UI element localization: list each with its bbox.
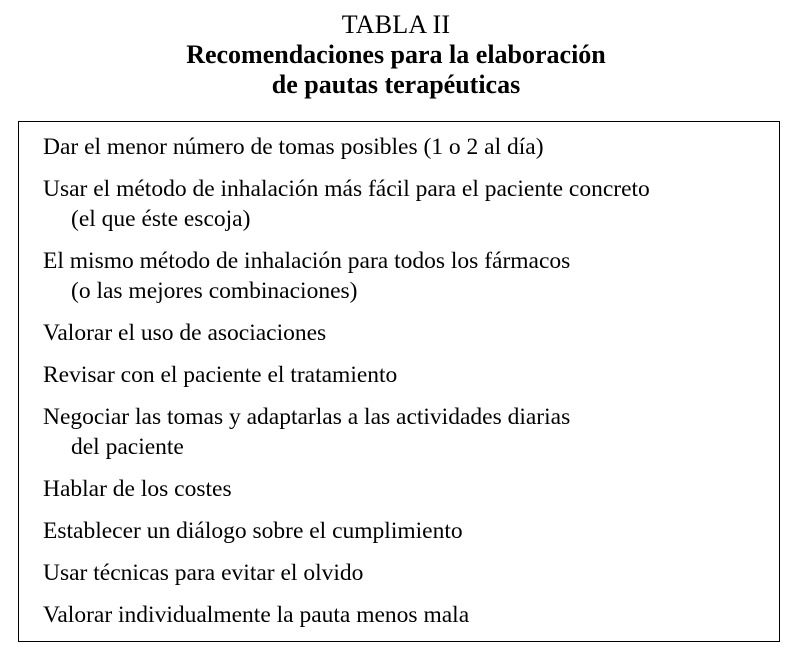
list-item-text: Valorar el uso de asociaciones	[43, 320, 327, 346]
list-item-text: Negociar las tomas y adaptarlas a las actividades diarias	[43, 404, 571, 430]
table-title-line-1: Recomendaciones para la elaboración	[186, 40, 606, 69]
list-item-text: Hablar de los costes	[43, 476, 232, 502]
list-item	[43, 132, 650, 162]
list-item	[43, 474, 650, 504]
table-title-line-2: de pautas terapéuticas	[271, 70, 521, 99]
list-item-text: Usar el método de inhalación más fácil para el paciente concreto	[43, 176, 650, 202]
list-item	[43, 558, 650, 588]
list-item	[43, 402, 650, 462]
list-item-text: Revisar con el paciente el tratamiento	[43, 362, 398, 388]
list-item-text: Valorar individualmente la pauta menos mala	[43, 602, 470, 628]
table-number: TABLA II	[341, 10, 451, 39]
recommendations-list	[43, 132, 650, 642]
list-item	[43, 600, 650, 630]
list-item-continuation: (el que éste escoja)	[71, 206, 251, 232]
list-item	[43, 360, 650, 390]
list-item-text: Usar técnicas para evitar el olvido	[43, 560, 364, 586]
list-item-text: Dar el menor número de tomas posibles (1 o 2 al día)	[43, 134, 544, 160]
list-item	[43, 246, 650, 306]
list-item	[43, 318, 650, 348]
list-item	[43, 174, 650, 234]
list-item	[43, 516, 650, 546]
table-header	[0, 10, 792, 100]
list-item-continuation: del paciente	[71, 434, 184, 460]
list-item-continuation: (o las mejores combinaciones)	[71, 278, 358, 304]
recommendations-box	[18, 121, 780, 642]
list-item-text: Establecer un diálogo sobre el cumplimiento	[43, 518, 463, 544]
list-item-text: El mismo método de inhalación para todos los fármacos	[43, 248, 571, 274]
